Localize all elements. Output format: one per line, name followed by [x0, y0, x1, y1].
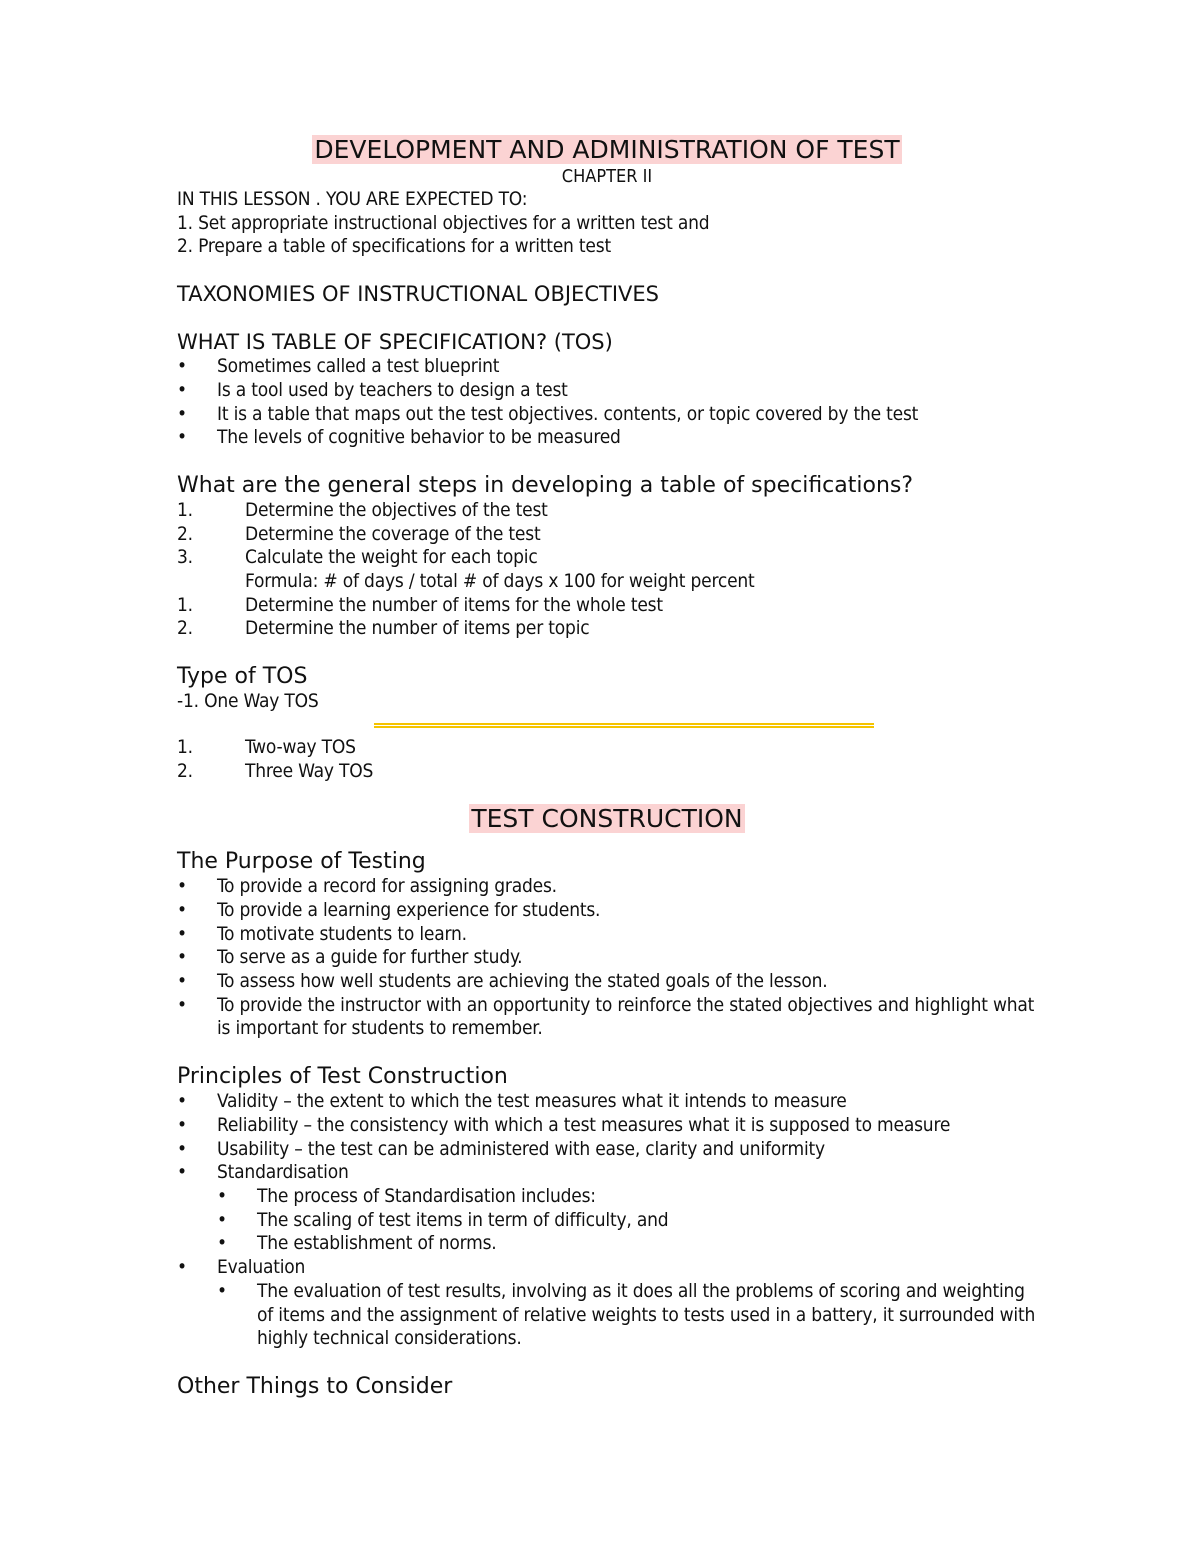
list-item [177, 523, 1037, 547]
document-title: DEVELOPMENT AND ADMINISTRATION OF TEST [314, 135, 900, 164]
list-item: • To serve as a guide for further study. [177, 946, 523, 969]
item-number: 1. [177, 498, 193, 521]
list-item: • Standardisation [177, 1161, 349, 1184]
other-heading: Other Things to Consider [177, 1373, 453, 1399]
bullet-text: The scaling of test items in term of difficulty, and [257, 1208, 669, 1231]
item-text: Calculate the weight for each topic [245, 546, 538, 569]
bullet-text: Validity – the extent to which the test measures what it intends to measure [217, 1090, 847, 1113]
bullet-text: To assess how well students are achieving the stated goals of the lesson. [217, 970, 828, 993]
list-item [177, 546, 1037, 570]
bullet-text: Standardisation [217, 1161, 349, 1184]
list-item [177, 617, 1037, 641]
principles-list [177, 1090, 1037, 1351]
list-item: • Validity – the extent to which the test measures what it intends to measure [177, 1090, 847, 1113]
standardisation-sublist [177, 1185, 1037, 1256]
bullet-text: It is a table that maps out the test objectives. contents, or topic covered by the test [217, 402, 919, 425]
bullet-text: To serve as a guide for further study. [217, 946, 523, 969]
type-first: -1. One Way TOS [177, 690, 319, 713]
bullet-text: To provide the instructor with an opportunity to reinforce the stated objectives and highlight what is important for students to remember. [217, 993, 1035, 1040]
chapter-block [177, 166, 1037, 188]
item-number: 2. [177, 759, 193, 782]
intro-lead: IN THIS LESSON . YOU ARE EXPECTED TO: [177, 188, 528, 210]
steps-list [177, 499, 1037, 641]
list-item: • To provide the instructor with an opportunity to reinforce the stated objectives and highlight what is important for students to remember. [177, 994, 1037, 1041]
document-content [177, 134, 1037, 1400]
steps-heading: What are the general steps in developing a table of specifications? [177, 472, 914, 498]
purpose-list [177, 875, 1037, 1041]
item-text: Determine the coverage of the test [245, 522, 541, 545]
bullet-text: The levels of cognitive behavior to be measured [217, 426, 621, 449]
bullet-text: The establishment of norms. [257, 1232, 497, 1255]
title-block [177, 134, 1037, 166]
item-number: 3. [177, 546, 193, 569]
item-number: 1. [177, 735, 193, 758]
intro-section [177, 188, 1037, 259]
intro-item: 1. Set appropriate instructional objectives for a written test and [177, 211, 710, 234]
item-text: Three Way TOS [245, 759, 374, 782]
list-item [177, 760, 1037, 784]
item-number: 2. [177, 617, 193, 640]
bullet-text: Evaluation [217, 1256, 306, 1279]
item-text: Determine the number of items for the whole test [245, 593, 663, 616]
bullet-text: Is a tool used by teachers to design a test [217, 378, 568, 401]
bullet-text: The evaluation of test results, involving as it does all the problems of scoring and weighting of items and the assignment of relative weights to tests used in a battery, it surrounded with highly technical considerations. [257, 1279, 1036, 1350]
taxonomies-heading: TAXONOMIES OF INSTRUCTIONAL OBJECTIVES [177, 282, 659, 307]
list-item: • Evaluation [177, 1256, 306, 1279]
list-item [177, 736, 1037, 760]
item-number: 2. [177, 522, 193, 545]
list-item: • It is a table that maps out the test objectives. contents, or topic covered by the test [177, 402, 919, 425]
item-text: Determine the objectives of the test [245, 498, 548, 521]
sub-list-item: • The scaling of test items in term of difficulty, and [217, 1208, 669, 1231]
sub-list-item: • The process of Standardisation includes: [217, 1184, 596, 1207]
list-item: • The levels of cognitive behavior to be measured [177, 426, 621, 449]
formula-text: Formula: # of days / total # of days x 100 for weight percent [245, 570, 755, 593]
list-item: • Reliability – the consistency with which a test measures what it is supposed to measure [177, 1113, 951, 1136]
list-item [177, 594, 1037, 618]
principles-heading: Principles of Test Construction [177, 1064, 508, 1090]
bullet-text: To provide a learning experience for students. [217, 898, 601, 921]
list-item: • To assess how well students are achieving the stated goals of the lesson. [177, 970, 828, 993]
list-item: • To provide a learning experience for students. [177, 898, 601, 921]
bullet-text: Reliability – the consistency with which a test measures what it is supposed to measure [217, 1113, 951, 1136]
test-construction-title: TEST CONSTRUCTION [471, 804, 743, 834]
purpose-heading: The Purpose of Testing [177, 849, 426, 875]
bullet-text: To motivate students to learn. [217, 922, 467, 945]
list-item: • To motivate students to learn. [177, 922, 467, 945]
item-text: Determine the number of items per topic [245, 617, 590, 640]
list-item: • Usability – the test can be administered with ease, clarity and uniformity [177, 1137, 825, 1160]
list-item: • Sometimes called a test blueprint [177, 355, 500, 378]
bullet-text: Usability – the test can be administered with ease, clarity and uniformity [217, 1137, 825, 1160]
list-item [177, 499, 1037, 523]
bullet-text: The process of Standardisation includes: [257, 1184, 596, 1207]
test-construction-block [177, 803, 1037, 835]
evaluation-sublist [177, 1280, 1037, 1351]
item-text: Two-way TOS [245, 735, 356, 758]
bullet-text: Sometimes called a test blueprint [217, 355, 500, 378]
sub-list-item: • The evaluation of test results, involving as it does all the problems of scoring and weighting of items and the assignment of relative weights to tests used in a battery, it surrounded with highly technical considerations. [217, 1279, 1036, 1350]
types-heading: Type of TOS [177, 664, 308, 690]
types-list [177, 690, 1037, 783]
sub-list-item: • The establishment of norms. [217, 1232, 497, 1255]
intro-item: 2. Prepare a table of specifications for a written test [177, 235, 611, 258]
item-number: 1. [177, 593, 193, 616]
chapter-label: CHAPTER II [561, 166, 653, 187]
list-item: • Is a tool used by teachers to design a test [177, 378, 568, 401]
bullet-text: To provide a record for assigning grades. [217, 875, 557, 898]
tos-heading: WHAT IS TABLE OF SPECIFICATION? (TOS) [177, 330, 613, 355]
list-item: • To provide a record for assigning grades. [177, 875, 557, 898]
tos-list [177, 355, 1037, 450]
